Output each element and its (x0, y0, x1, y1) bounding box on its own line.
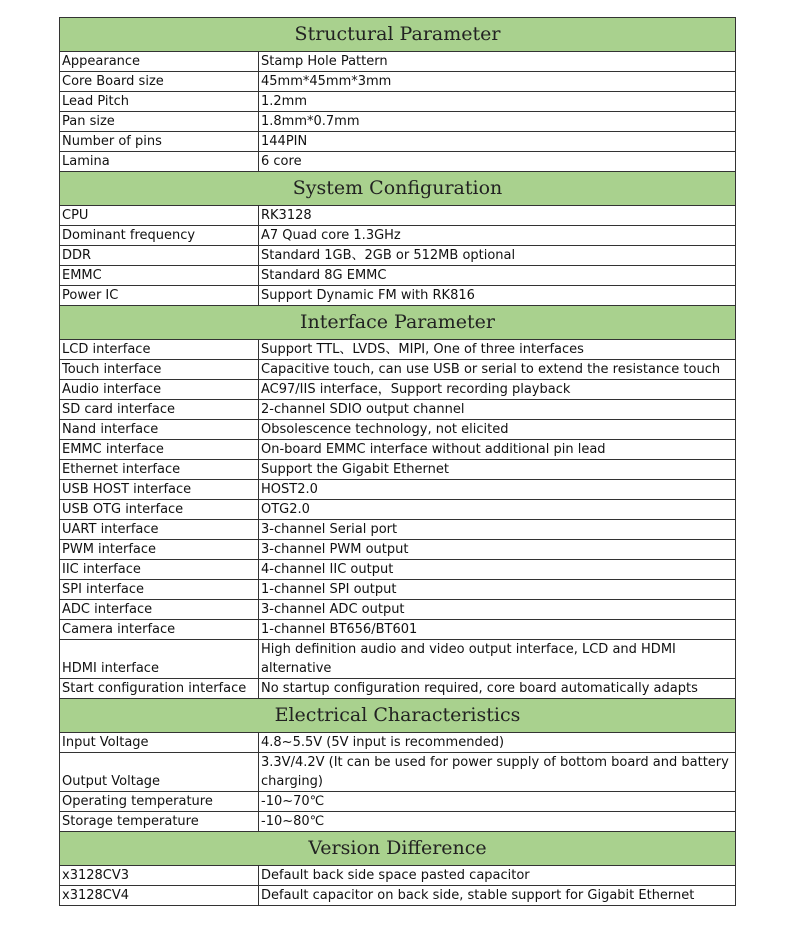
parameter-value: 4.8~5.5V (5V input is recommended) (259, 733, 736, 753)
parameter-value: RK3128 (259, 206, 736, 226)
parameter-name: Audio interface (60, 380, 259, 400)
parameter-value: 3.3V/4.2V (It can be used for power supply of bottom board and battery charging) (259, 753, 736, 792)
section-title: Electrical Characteristics (60, 699, 736, 733)
parameter-value: Default capacitor on back side, stable support for Gigabit Ethernet (259, 886, 736, 906)
table-row (60, 600, 736, 620)
table-row (60, 440, 736, 460)
table-row (60, 812, 736, 832)
table-row (60, 480, 736, 500)
parameter-name: IIC interface (60, 560, 259, 580)
parameter-value: No startup configuration required, core board automatically adapts (259, 679, 736, 699)
parameter-value: Capacitive touch, can use USB or serial to extend the resistance touch (259, 360, 736, 380)
table-row (60, 640, 736, 679)
table-row (60, 266, 736, 286)
parameter-name: DDR (60, 246, 259, 266)
parameter-name: Storage temperature (60, 812, 259, 832)
parameter-value: 1-channel SPI output (259, 580, 736, 600)
parameter-name: x3128CV3 (60, 866, 259, 886)
table-row (60, 400, 736, 420)
parameter-name: Input Voltage (60, 733, 259, 753)
spec-table (59, 17, 736, 906)
parameter-name: EMMC interface (60, 440, 259, 460)
parameter-name: SPI interface (60, 580, 259, 600)
parameter-name: Dominant frequency (60, 226, 259, 246)
section-title: Version Difference (60, 832, 736, 866)
table-row (60, 52, 736, 72)
section-header (60, 306, 736, 340)
parameter-value: Support the Gigabit Ethernet (259, 460, 736, 480)
parameter-name: Lamina (60, 152, 259, 172)
parameter-value: On-board EMMC interface without additional pin lead (259, 440, 736, 460)
section-title: System Configuration (60, 172, 736, 206)
parameter-name: Number of pins (60, 132, 259, 152)
parameter-value: 2-channel SDIO output channel (259, 400, 736, 420)
parameter-value: 6 core (259, 152, 736, 172)
section-title: Structural Parameter (60, 18, 736, 52)
table-row (60, 92, 736, 112)
parameter-name: HDMI interface (60, 640, 259, 679)
parameter-value: 1.8mm*0.7mm (259, 112, 736, 132)
parameter-value: 45mm*45mm*3mm (259, 72, 736, 92)
table-row (60, 866, 736, 886)
parameter-value: -10~70℃ (259, 792, 736, 812)
parameter-name: Appearance (60, 52, 259, 72)
parameter-value: 3-channel Serial port (259, 520, 736, 540)
parameter-value: A7 Quad core 1.3GHz (259, 226, 736, 246)
parameter-name: UART interface (60, 520, 259, 540)
parameter-value: -10~80℃ (259, 812, 736, 832)
parameter-value: 1-channel BT656/BT601 (259, 620, 736, 640)
parameter-name: x3128CV4 (60, 886, 259, 906)
parameter-name: Touch interface (60, 360, 259, 380)
table-row (60, 753, 736, 792)
parameter-value: 144PIN (259, 132, 736, 152)
parameter-name: Nand interface (60, 420, 259, 440)
parameter-value: OTG2.0 (259, 500, 736, 520)
parameter-value: Standard 8G EMMC (259, 266, 736, 286)
table-row (60, 226, 736, 246)
table-row (60, 580, 736, 600)
parameter-name: Lead Pitch (60, 92, 259, 112)
parameter-value: Obsolescence technology, not elicited (259, 420, 736, 440)
table-row (60, 72, 736, 92)
table-row (60, 500, 736, 520)
table-row (60, 112, 736, 132)
table-row (60, 246, 736, 266)
parameter-name: Operating temperature (60, 792, 259, 812)
parameter-value: Support Dynamic FM with RK816 (259, 286, 736, 306)
parameter-value: HOST2.0 (259, 480, 736, 500)
parameter-name: Core Board size (60, 72, 259, 92)
parameter-name: LCD interface (60, 340, 259, 360)
section-header (60, 699, 736, 733)
parameter-value: Default back side space pasted capacitor (259, 866, 736, 886)
table-row (60, 540, 736, 560)
parameter-name: Pan size (60, 112, 259, 132)
section-header (60, 18, 736, 52)
parameter-name: ADC interface (60, 600, 259, 620)
parameter-name: USB HOST interface (60, 480, 259, 500)
parameter-name: Power IC (60, 286, 259, 306)
parameter-value: 3-channel ADC output (259, 600, 736, 620)
section-title: Interface Parameter (60, 306, 736, 340)
parameter-name: CPU (60, 206, 259, 226)
parameter-value: 4-channel IIC output (259, 560, 736, 580)
table-row (60, 679, 736, 699)
parameter-value: Support TTL、LVDS、MIPI, One of three interfaces (259, 340, 736, 360)
parameter-name: SD card interface (60, 400, 259, 420)
table-row (60, 420, 736, 440)
parameter-value: 1.2mm (259, 92, 736, 112)
table-row (60, 520, 736, 540)
parameter-value: Standard 1GB、2GB or 512MB optional (259, 246, 736, 266)
parameter-value: AC97/IIS interface，Support recording playback (259, 380, 736, 400)
parameter-name: Ethernet interface (60, 460, 259, 480)
parameter-value: 3-channel PWM output (259, 540, 736, 560)
table-row (60, 560, 736, 580)
table-row (60, 286, 736, 306)
table-row (60, 886, 736, 906)
table-row (60, 152, 736, 172)
parameter-name: PWM interface (60, 540, 259, 560)
table-row (60, 733, 736, 753)
table-row (60, 360, 736, 380)
table-row (60, 380, 736, 400)
parameter-name: Start configuration interface (60, 679, 259, 699)
parameter-name: Output Voltage (60, 753, 259, 792)
table-row (60, 460, 736, 480)
section-header (60, 832, 736, 866)
parameter-name: USB OTG interface (60, 500, 259, 520)
table-row (60, 206, 736, 226)
parameter-name: EMMC (60, 266, 259, 286)
table-row (60, 792, 736, 812)
table-row (60, 132, 736, 152)
table-row (60, 340, 736, 360)
section-header (60, 172, 736, 206)
table-row (60, 620, 736, 640)
parameter-value: Stamp Hole Pattern (259, 52, 736, 72)
parameter-name: Camera interface (60, 620, 259, 640)
parameter-value: High definition audio and video output interface, LCD and HDMI alternative (259, 640, 736, 679)
